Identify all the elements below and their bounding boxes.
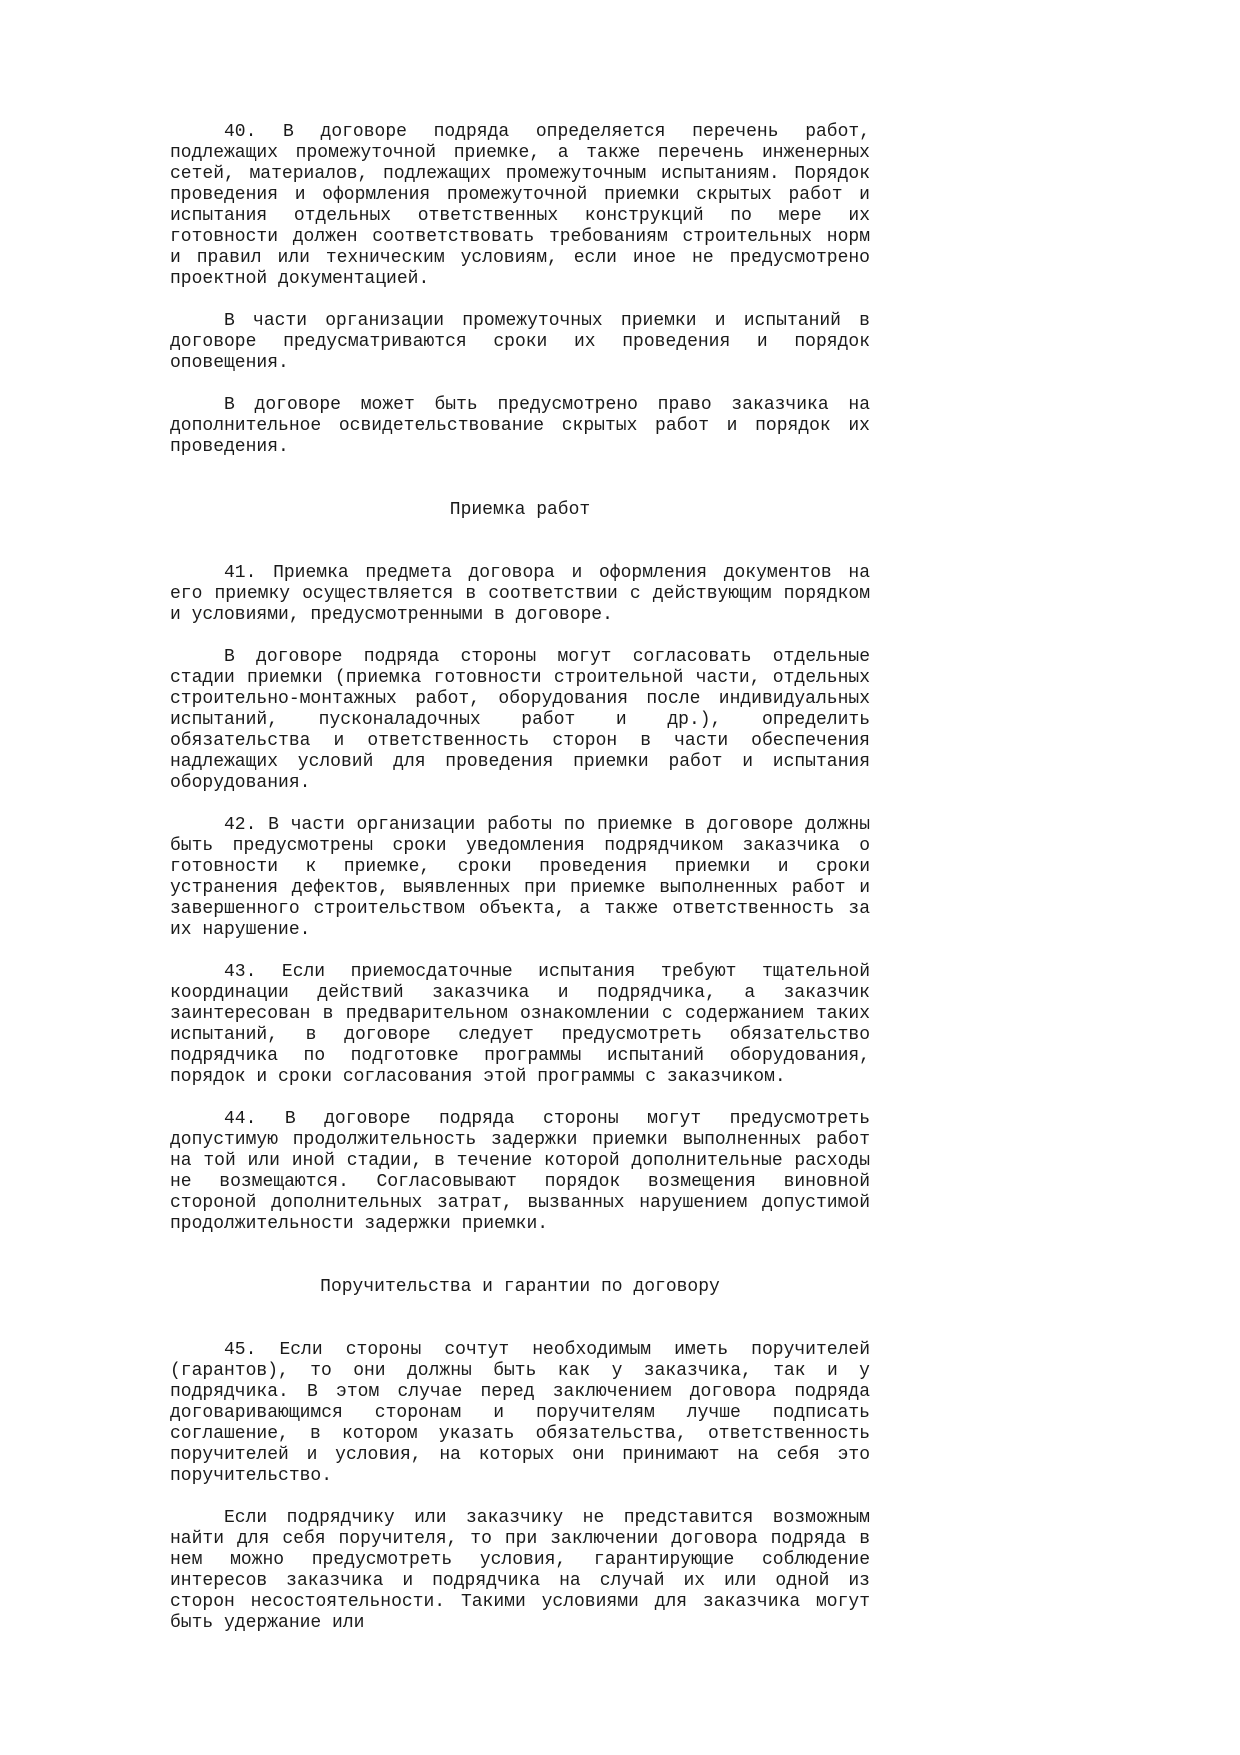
paragraph-45: 45. Если стороны сочтут необходимым иметь поручителей (гарантов), то они должны быть как у заказчика, так и у подрядчика. В этом случае перед заключением договора подряда договаривающимся сторонам и поручителям лучше подписать соглашение, в котором указать обязательства, ответственность поручителей и условия, на которых они принимают на себя это поручительство. [170, 1340, 870, 1486]
paragraph-40-continuation-1: В части организации промежуточных приемки и испытаний в договоре предусматриваются сроки их проведения и порядок оповещения. [170, 311, 870, 373]
paragraph-40: 40. В договоре подряда определяется перечень работ, подлежащих промежуточной приемке, а также перечень инженерных сетей, материалов, подлежащих промежуточным испытаниям. Порядок проведения и оформления промежуточной приемки скрытых работ и испытания отдельных ответственных конструкций по мере их готовности должен соответствовать требованиям строительных норм и правил или техническим условиям, если иное не предусмотрено проектной документацией. [170, 122, 870, 289]
paragraph-43: 43. Если приемосдаточные испытания требуют тщательной координации действий заказчика и подрядчика, а заказчик заинтересован в предварительном ознакомлении с содержанием таких испытаний, в договоре следует предусмотреть обязательство подрядчика по подготовке программы испытаний оборудования, порядок и сроки согласования этой программы с заказчиком. [170, 962, 870, 1087]
section-heading-poruchitelstva: Поручительства и гарантии по договору [320, 1277, 720, 1297]
paragraph-40-continuation-2: В договоре может быть предусмотрено право заказчика на дополнительное освидетельствование скрытых работ и порядок их проведения. [170, 395, 870, 457]
paragraph-41-continuation: В договоре подряда стороны могут согласовать отдельные стадии приемки (приемка готовности строительной части, отдельных строительно-монтажных работ, оборудования после индивидуальных испытаний, пусконаладочных работ и др.), определить обязательства и ответственность сторон в части обеспечения надлежащих условий для проведения приемки работ и испытания оборудования. [170, 647, 870, 793]
paragraph-42: 42. В части организации работы по приемке в договоре должны быть предусмотрены сроки уведомления подрядчиком заказчика о готовности к приемке, сроки проведения приемки и сроки устранения дефектов, выявленных при приемке выполненных работ и завершенного строительством объекта, а также ответственность за их нарушение. [170, 815, 870, 940]
paragraph-45-continuation: Если подрядчику или заказчику не представится возможным найти для себя поручителя, то при заключении договора подряда в нем можно предусмотреть условия, гарантирующие соблюдение интересов заказчика и подрядчика на случай их или одной из сторон несостоятельности. Такими условиями для заказчика могут быть удержание или [170, 1508, 870, 1633]
paragraph-41: 41. Приемка предмета договора и оформления документов на его приемку осуществляется в соответствии с действующим порядком и условиями, предусмотренными в договоре. [170, 563, 870, 625]
section-heading-priemka-rabot: Приемка работ [449, 500, 591, 520]
paragraph-44: 44. В договоре подряда стороны могут предусмотреть допустимую продолжительность задержки приемки выполненных работ на той или иной стадии, в течение которой дополнительные расходы не возмещаются. Согласовывают порядок возмещения виновной стороной дополнительных затрат, вызванных нарушением допустимой продолжительности задержки приемки. [170, 1109, 870, 1234]
document-body [170, 0, 870, 1634]
